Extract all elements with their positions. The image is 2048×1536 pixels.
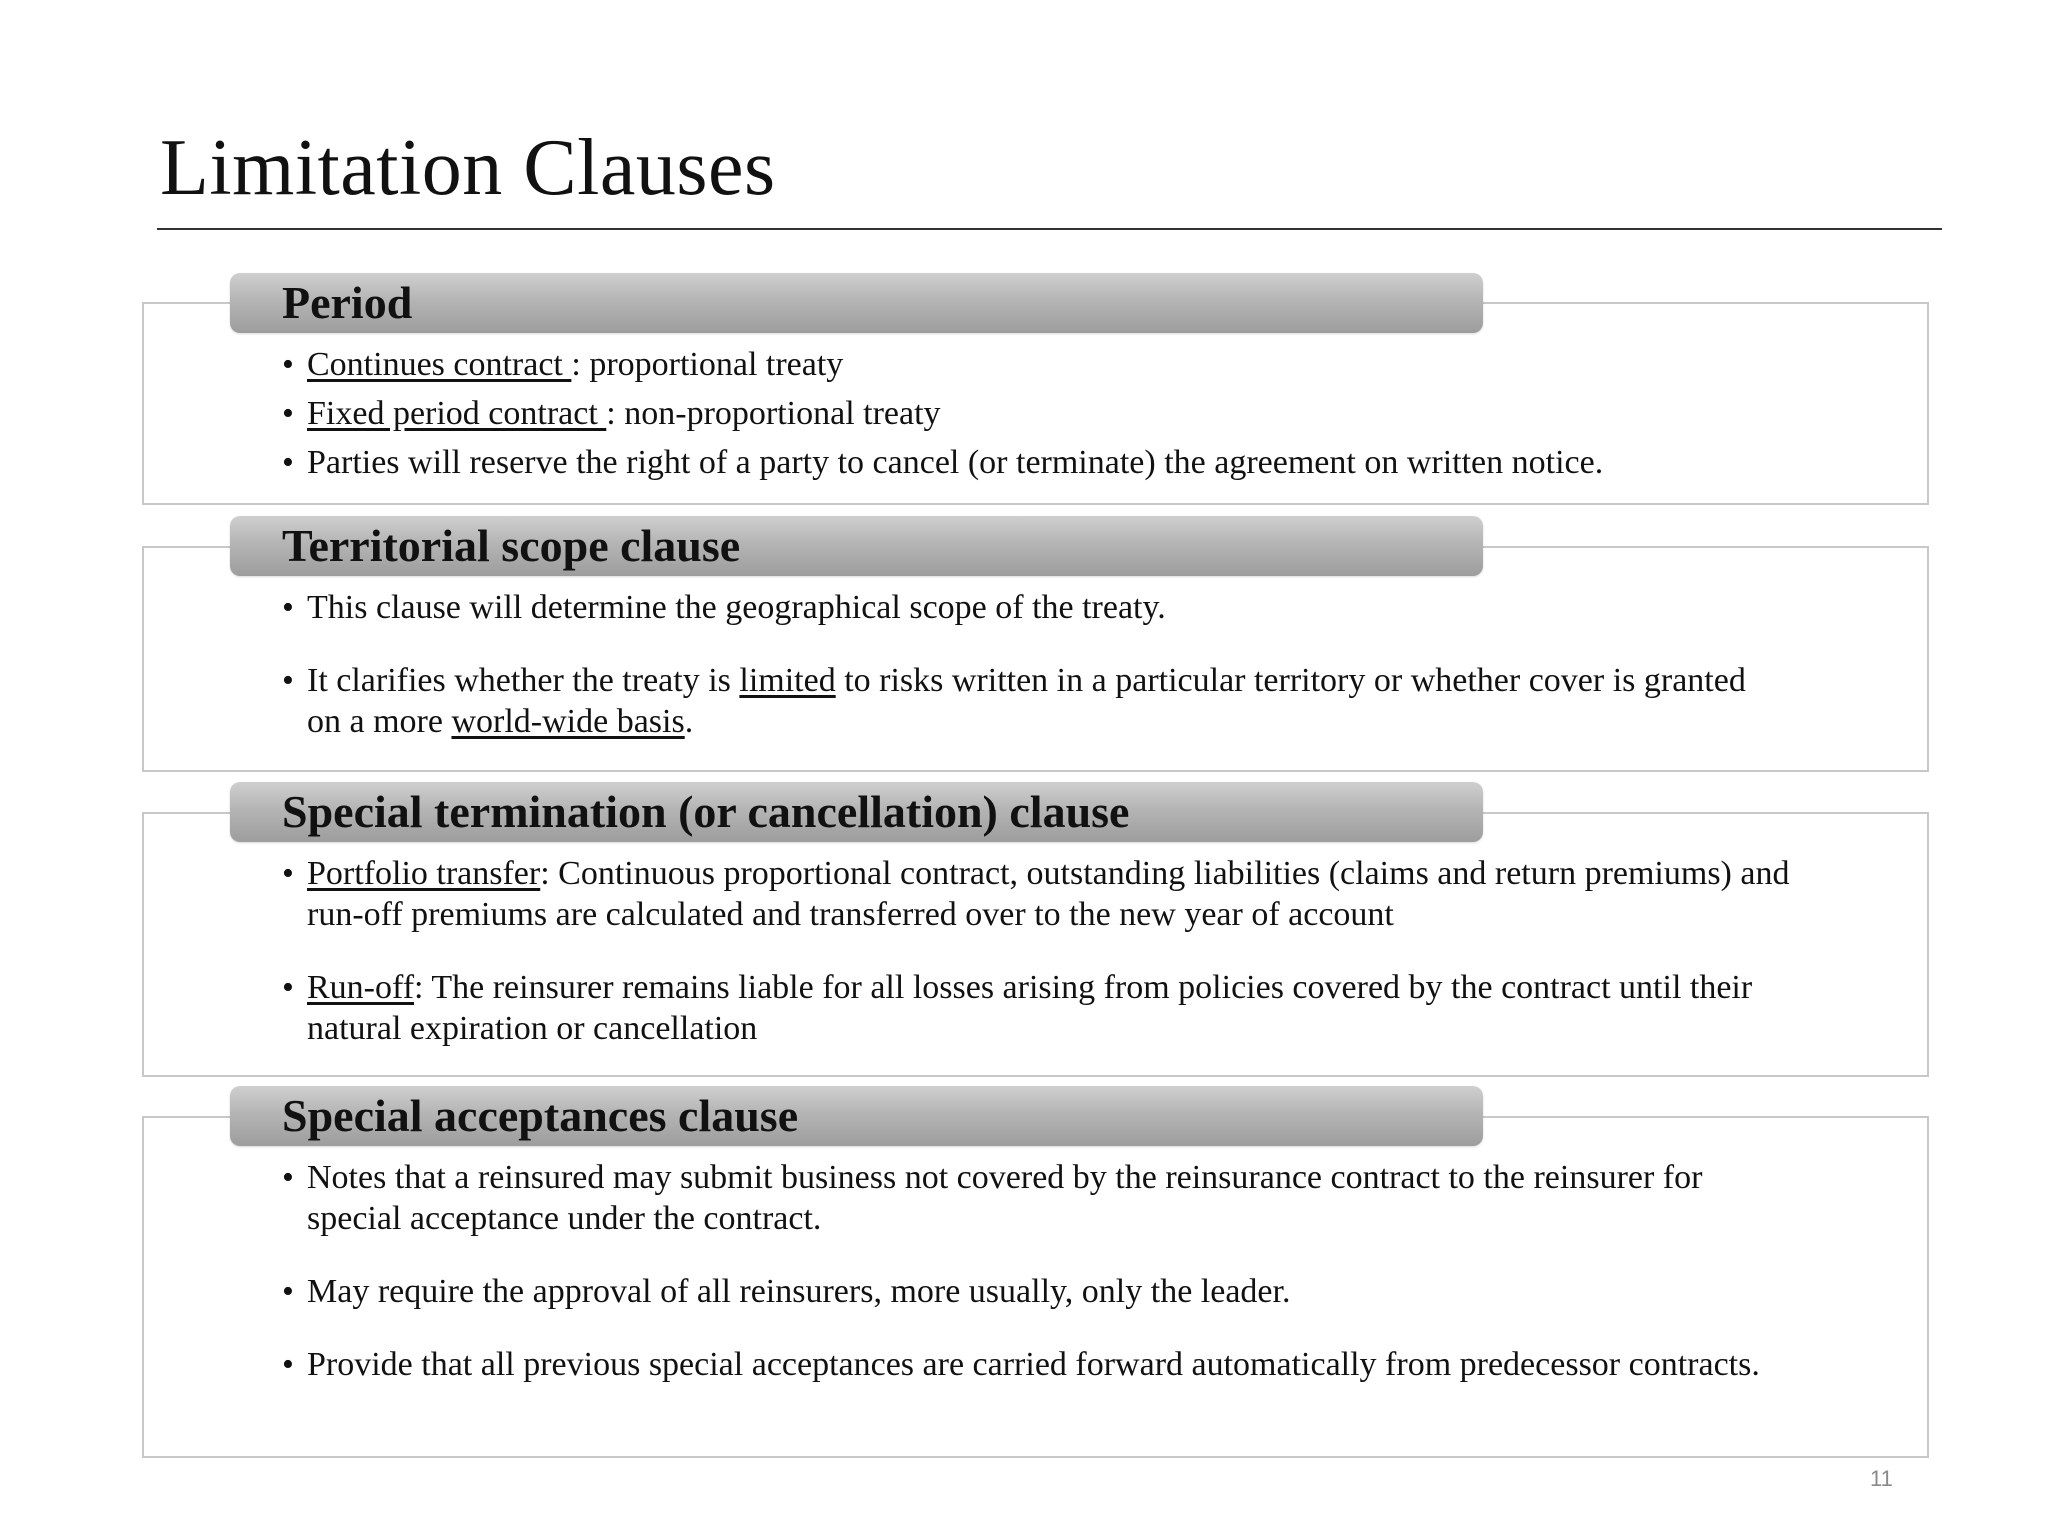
bullet-text: May require the approval of all reinsurers, more usually, only the leader. bbox=[307, 1273, 1291, 1310]
bullet-text: : proportional treaty bbox=[571, 346, 844, 383]
section-header-territorial-scope bbox=[230, 516, 1483, 576]
list-item bbox=[280, 587, 1780, 628]
list-item bbox=[280, 344, 1880, 385]
list-item bbox=[280, 967, 1800, 1049]
bullet-text: This clause will determine the geographical scope of the treaty. bbox=[307, 589, 1166, 626]
section-heading: Special acceptances clause bbox=[282, 1090, 799, 1141]
list-item bbox=[280, 1344, 1800, 1385]
underlined-term: limited bbox=[739, 662, 836, 699]
underlined-term: Continues contract bbox=[307, 346, 572, 383]
bullet-text: It clarifies whether the treaty is bbox=[307, 662, 740, 699]
underlined-term: Portfolio transfer bbox=[307, 855, 541, 892]
bullet-text: Notes that a reinsured may submit business not covered by the reinsurance contract to the reinsurer for special acceptance under the contract. bbox=[307, 1159, 1703, 1237]
list-item bbox=[280, 393, 1880, 434]
section-header-period bbox=[230, 273, 1483, 333]
underlined-term: Fixed period contract bbox=[307, 395, 607, 432]
title-divider bbox=[157, 228, 1942, 230]
bullet-list-period bbox=[280, 344, 1880, 483]
section-heading: Territorial scope clause bbox=[282, 520, 741, 571]
bullet-text: : The reinsurer remains liable for all losses arising from policies covered by the contract until their natural expiration or cancellation bbox=[307, 969, 1753, 1047]
list-item bbox=[280, 853, 1800, 935]
section-heading: Period bbox=[282, 277, 413, 328]
list-item bbox=[280, 1157, 1800, 1239]
bullet-list-special-termination bbox=[280, 853, 1800, 1049]
section-header-special-termination bbox=[230, 782, 1483, 842]
bullet-text: : non-proportional treaty bbox=[606, 395, 941, 432]
list-item bbox=[280, 1271, 1800, 1312]
bullet-text: Provide that all previous special acceptances are carried forward automatically from predecessor contracts. bbox=[307, 1346, 1760, 1383]
list-item bbox=[280, 442, 1880, 483]
slide-title: Limitation Clauses bbox=[160, 124, 776, 212]
bullet-text: to risks written in a particular territory or whether cover is granted on a more bbox=[307, 662, 1746, 740]
section-header-special-acceptances bbox=[230, 1086, 1483, 1146]
bullet-list-territorial-scope bbox=[280, 587, 1780, 742]
underlined-term: Run-off bbox=[307, 969, 415, 1006]
bullet-list-special-acceptances bbox=[280, 1157, 1800, 1385]
list-item bbox=[280, 660, 1780, 742]
section-heading: Special termination (or cancellation) clause bbox=[282, 786, 1130, 837]
page-number: 11 bbox=[1870, 1466, 1893, 1491]
bullet-text: Parties will reserve the right of a party to cancel (or terminate) the agreement on written notice. bbox=[307, 444, 1604, 481]
bullet-text: . bbox=[684, 703, 694, 740]
underlined-term: world-wide basis bbox=[451, 703, 685, 740]
bullet-text: : Continuous proportional contract, outstanding liabilities (claims and return premiums) and run-off premiums are calculated and transferred over to the new year of account bbox=[307, 855, 1790, 933]
